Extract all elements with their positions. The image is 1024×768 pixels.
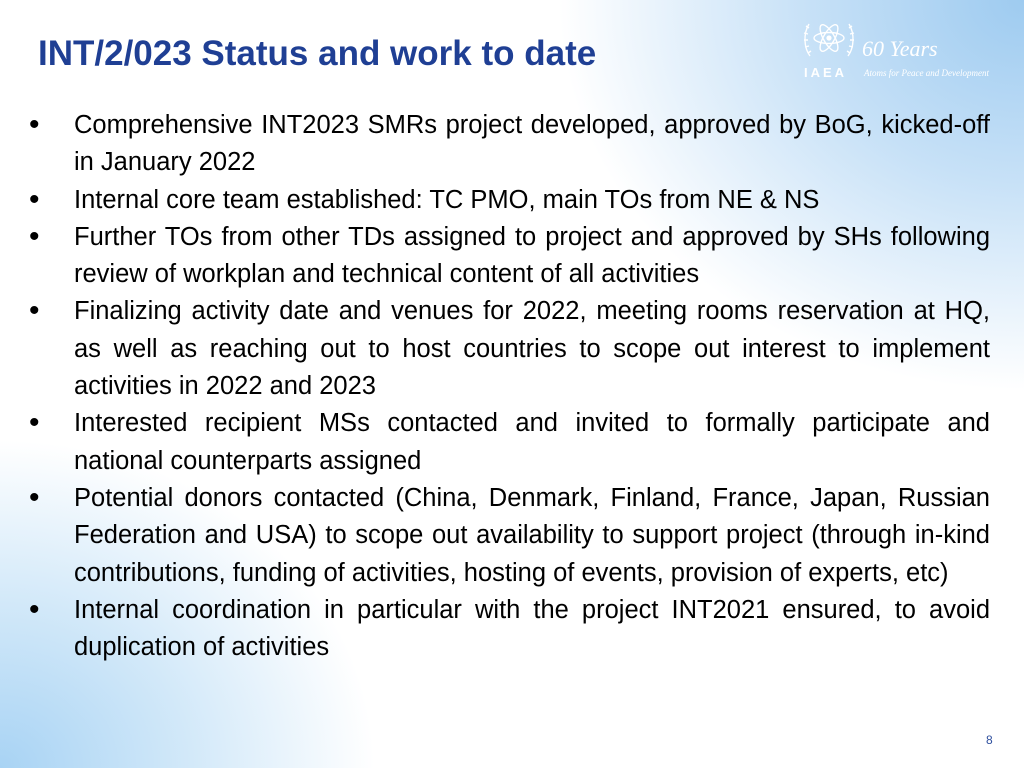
logo-tagline: Atoms for Peace and Development	[864, 68, 989, 78]
bullet-text: Internal coordination in particular with the project INT2021 ensured, to avoid duplication of activities	[74, 595, 990, 662]
bullet-dot-icon: •	[29, 592, 40, 626]
page-number: 8	[986, 733, 993, 747]
bullet-dot-icon: •	[29, 219, 40, 253]
bullet-list	[28, 107, 990, 666]
bullet-text: Potential donors contacted (China, Denmark, Finland, France, Japan, Russian Federation and USA) to scope out availability to support project (through in-kind contributions, funding of activities, hosting of events, provision of experts, etc)	[74, 483, 990, 587]
iaea-emblem-icon	[800, 12, 858, 68]
bullet-text: Interested recipient MSs contacted and invited to formally participate and national counterparts assigned	[74, 409, 990, 475]
bullet-text: Finalizing activity date and venues for 2022, meeting rooms reservation at HQ, as well as reaching out to host countries to scope out interest to implement activities in 2022 and 2023	[74, 297, 990, 401]
bullet-item	[28, 219, 990, 294]
slide-title: INT/2/023 Status and work to date	[38, 34, 597, 73]
bullet-item	[28, 107, 990, 182]
bullet-item	[28, 592, 990, 667]
bullet-text: Comprehensive INT2023 SMRs project developed, approved by BoG, kicked-off in January 2022	[74, 111, 990, 177]
logo-org-text: IAEA	[804, 65, 848, 80]
bullet-dot-icon: •	[29, 294, 40, 328]
bullet-text: Further TOs from other TDs assigned to project and approved by SHs following review of workplan and technical content of all activities	[74, 222, 990, 289]
bullet-item	[28, 405, 990, 480]
logo-years-text: 60 Years	[862, 36, 938, 61]
bullet-dot-icon: •	[29, 406, 40, 440]
bullet-item	[28, 182, 990, 219]
bullet-item	[28, 480, 990, 592]
iaea-logo	[800, 12, 1010, 82]
bullet-dot-icon: •	[29, 480, 40, 514]
bullet-text: Internal core team established: TC PMO, main TOs from NE & NS	[74, 185, 820, 214]
bullet-item	[28, 293, 990, 405]
bullet-dot-icon: •	[29, 182, 40, 216]
bullet-dot-icon: •	[29, 108, 40, 141]
